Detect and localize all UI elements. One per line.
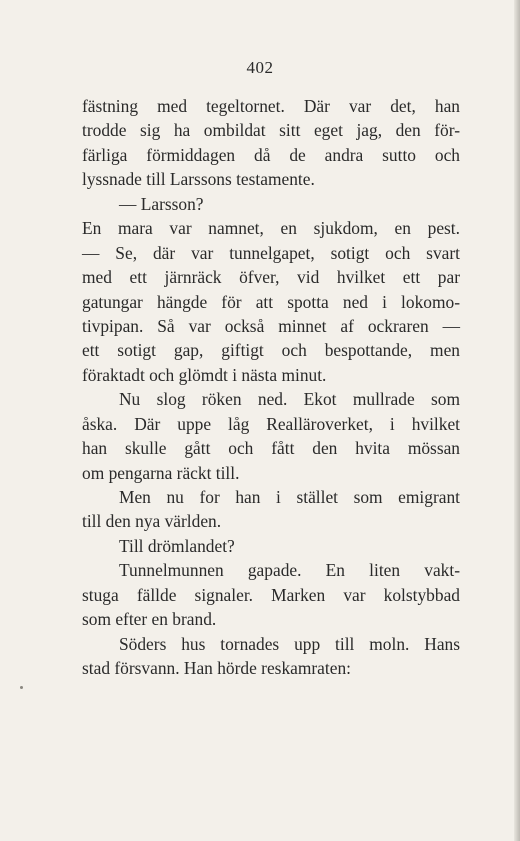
text-line: gatungar hängde för att spotta ned i lokomo- [82, 291, 460, 312]
body-text [82, 94, 460, 681]
text-line: med ett järnräck öfver, vid hvilket ett par [82, 267, 460, 288]
text-line: föraktadt och glömdt i nästa minut. [82, 364, 327, 385]
text-line: Nu slog röken ned. Ekot mullrade som [119, 389, 460, 410]
text-line: fästning med tegeltornet. Där var det, han [82, 96, 460, 116]
text-line: stad försvann. Han hörde reskamraten: [82, 658, 351, 679]
text-line: — Larsson? [119, 193, 204, 214]
paper-speck [20, 686, 23, 689]
text-line: Söders hus tornades upp till moln. Hans [119, 633, 460, 654]
page-edge-shadow [514, 0, 520, 841]
text-line: som efter en brand. [82, 609, 217, 630]
text-line: Tunnelmunnen gapade. En liten vakt- [119, 560, 460, 581]
text-line: till den nya världen. [82, 511, 222, 532]
text-line: Men nu for han i stället som emigrant [119, 487, 460, 507]
text-line: Till drömlandet? [119, 535, 235, 556]
page-number: 402 [246, 58, 274, 77]
text-line: han skulle gått och fått den hvita mössan [82, 438, 460, 459]
text-line: stuga fällde signaler. Marken var kolstybbad [82, 584, 460, 605]
text-line: lyssnade till Larssons testamente. [82, 169, 315, 190]
text-line: — Se, där var tunnelgapet, sotigt och svart [82, 242, 460, 263]
text-line: åska. Där uppe låg Realläroverket, i hvilket [82, 413, 460, 434]
text-line: tivpipan. Så var också minnet af ockraren — [82, 315, 460, 336]
text-line: En mara var namnet, en sjukdom, en pest. [82, 218, 460, 239]
text-line: ett sotigt gap, giftigt och bespottande, men [82, 340, 460, 361]
text-line: om pengarna räckt till. [82, 462, 240, 483]
text-line: trodde sig ha ombildat sitt eget jag, den för- [82, 120, 460, 141]
text-line: färliga förmiddagen då de andra sutto och [82, 144, 460, 165]
